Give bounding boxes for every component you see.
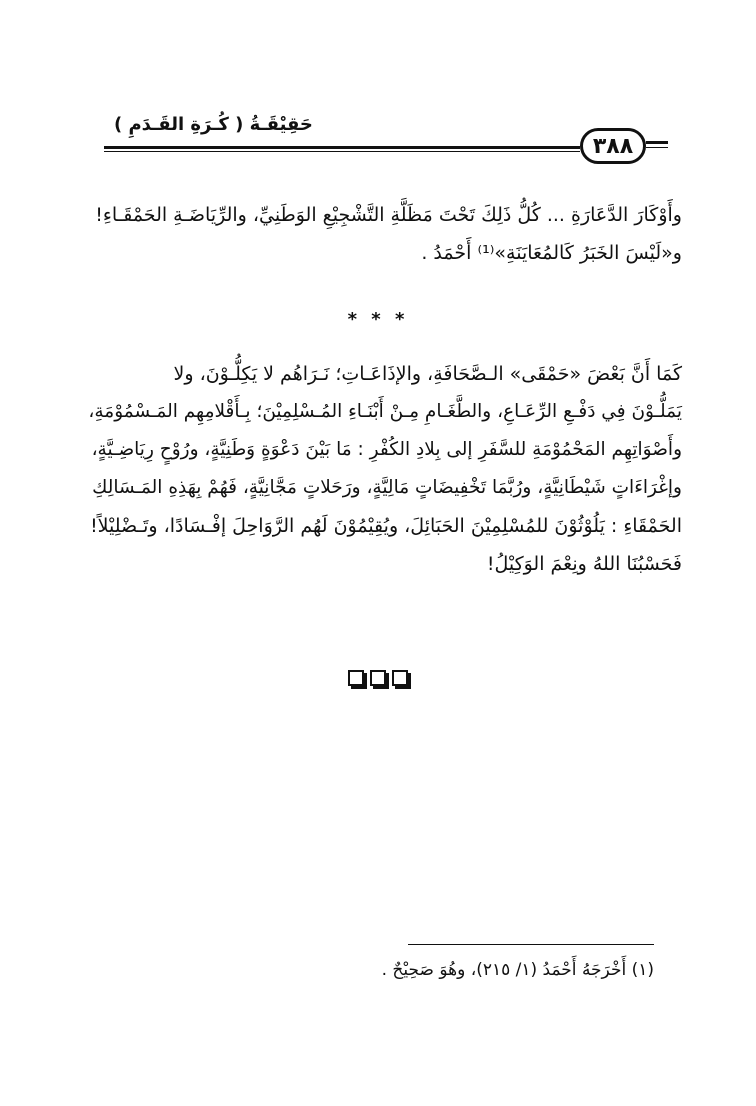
page-number: ٣٨٨	[592, 133, 634, 159]
paragraph-line: الحَمْقَاءِ : يَلُوْثُوْنَ للمُسْلِمِيْنَ الحَبَائِلَ، ويُقِيْمُوْنَ لَهُم الرَّوَاحِلَ إفْـسَادًا، وتَـضْلِيْلاً!	[90, 515, 682, 537]
footnote-rule	[408, 944, 654, 945]
square-ornament-icon	[370, 670, 386, 686]
square-ornament-icon	[348, 670, 364, 686]
section-separator-stars: * * *	[347, 309, 409, 330]
paragraph-line: و«لَيْسَ الخَبَرُ كَالمُعَايَنَةِ»⁽¹⁾ أَحْمَدُ .	[421, 242, 682, 264]
paragraph-line: وإغْرَاءَاتٍ شَيْطَانِيَّةٍ، ورُبَّمَا تَخْفِيضَاتٍ مَالِيَّةٍ، ورَحَلاتٍ مَجَّانِيَّةٍ، فَهُمْ بِهَذِهِ المَـسَالِكِ	[92, 477, 682, 498]
paragraph-line: كَمَا أَنَّ بَعْضَ «حَمْقَى» الـصَّحَافَةِ، والإذَاعَـاتِ؛ نَـرَاهُم لا يَكِلُّـوْنَ، ولا	[173, 363, 682, 385]
header-rule-thin	[104, 151, 580, 152]
page-number-badge	[580, 128, 646, 164]
square-ornament-icon	[392, 670, 408, 686]
header-rule-tail	[646, 141, 668, 144]
paragraph-line: فَحَسْبُنَا اللهُ ونِعْمَ الوَكِيْلُ!	[486, 553, 682, 575]
footnote: (١) أَخْرَجَهُ أَحْمَدُ (١/ ٢١٥)، وهُوَ صَحِيْحٌ .	[381, 960, 654, 980]
running-header-title: حَقِيْقَـةُ ( كُـرَةِ القَـدَمِ )	[114, 114, 313, 135]
header-rule	[104, 146, 580, 149]
chapter-end-ornament	[0, 670, 756, 686]
paragraph-line: وأَصْوَاتِهِم المَحْمُوْمَةِ للسَّفَرِ إلى بِلادِ الكُفْرِ : مَا بَيْنَ دَعْوَةٍ وَطَنِيَّةٍ، ورُوْحٍ رِيَاضِـيَّةٍ،	[91, 439, 682, 460]
paragraph-1	[82, 196, 682, 272]
header-rule-tail-thin	[646, 147, 668, 148]
paragraph-2	[82, 355, 682, 583]
paragraph-line: وأَوْكَارَ الدَّعَارَةِ ... كُلُّ ذَلِكَ تَحْتَ مَظَلَّةِ التَّشْجِيْعِ الوَطَنِيِّ، والرِّيَاضَـةِ الحَمْقَـاءِ!	[95, 204, 682, 226]
paragraph-line: يَمَلُّـوْنَ فِي دَفْـعِ الرِّعَـاعِ، والطَّغَـامِ مِـنْ أَبْنَـاءِ المُـسْلِمِيْنَ؛ بِـأَقْلامِهِم المَـسْمُوْمَةِ،	[88, 401, 682, 422]
